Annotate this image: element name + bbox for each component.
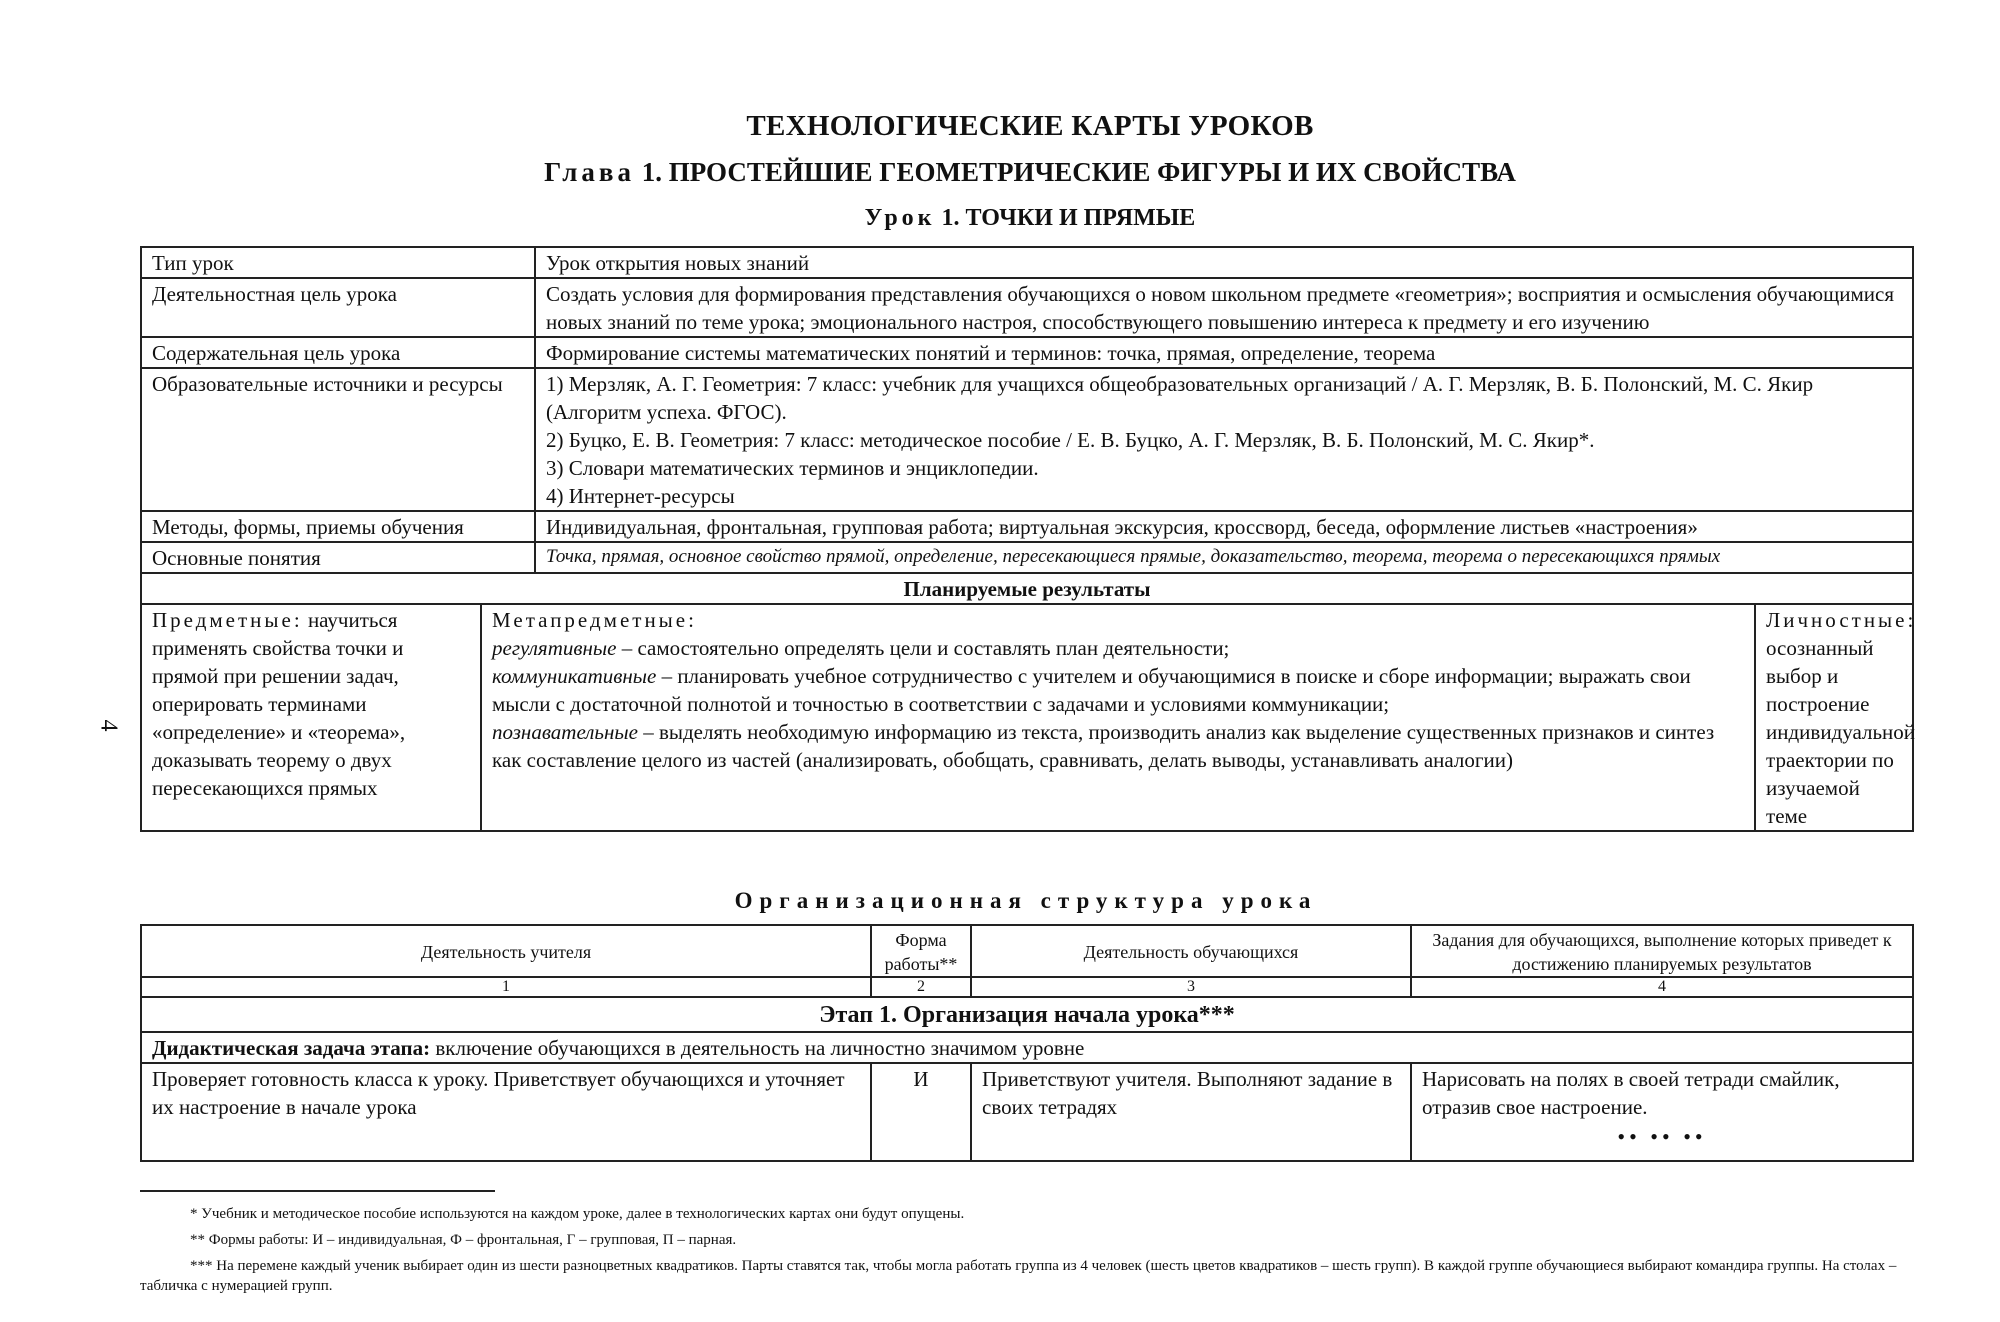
meta-reg-label: регулятивные <box>492 636 617 660</box>
concepts-value: Точка, прямая, основное свойство прямой, определение, пересекающиеся прямые, доказательство, теорема, теорема о пересекающихся прямых <box>535 542 1913 573</box>
col-number: 4 <box>1411 977 1913 997</box>
activity-goal-value: Создать условия для формирования представления обучающихся о новом школьном предмете «геометрия»; восприятия и осмысления обучающимися новых знаний по теме урока; эмоционального настроя, способствующего повышению интереса к предмету и его изучению <box>535 278 1913 337</box>
meta-reg-text: – самостоятельно определять цели и составлять план деятельности; <box>616 636 1230 660</box>
col-number: 2 <box>871 977 971 997</box>
document-title: ТЕХНОЛОГИЧЕСКИЕ КАРТЫ УРОКОВ <box>746 110 1314 142</box>
methods-value: Индивидуальная, фронтальная, групповая работа; виртуальная экскурсия, кроссворд, беседа, оформление листьев «настроения» <box>535 511 1913 542</box>
content-goal-label: Содержательная цель урока <box>141 337 535 368</box>
subject-label: Предметные: <box>152 608 303 632</box>
methods-label: Методы, формы, приемы обучения <box>141 511 535 542</box>
meta-communicative <box>492 662 1744 718</box>
activity-goal-label: Деятельностная цель урока <box>141 278 535 337</box>
student-task-text: Нарисовать на полях в своей тетради смайлик, отразив свое настроение. <box>1422 1067 1840 1119</box>
page-number: 4 <box>95 719 122 732</box>
type-label: Тип урок <box>141 247 535 278</box>
footnote: *** На перемене каждый ученик выбирает один из шести разноцветных квадратиков. Парты ставятся так, чтобы могла работать группа из 4 человек (шесть цветов квадратиков – шесть групп). В каждой группе обучающиеся выбирают командира группы. На столах – табличка с нумерацией групп. <box>140 1258 1897 1294</box>
lesson-info-table <box>140 246 1917 832</box>
stage-title: Этап 1. Организация начала урока*** <box>141 997 1913 1032</box>
table-row <box>141 368 1913 511</box>
didactic-task-label: Дидактическая задача этапа: <box>152 1036 431 1060</box>
footnote: ** Формы работы: И – индивидуальная, Ф – фронтальная, Г – групповая, П – парная. <box>190 1232 737 1248</box>
table-header-row <box>141 925 1913 977</box>
subject-text: научиться применять свойства точки и прямой при решении задач, оперировать терминами «определение» и «теорема», доказывать теорему о двух пересекающихся прямых <box>152 608 406 800</box>
meta-comm-label: коммуникативные <box>492 664 657 688</box>
table-row <box>141 604 1913 831</box>
table-row <box>141 337 1913 368</box>
meta-label: Метапредметные: <box>492 608 697 632</box>
col-number: 1 <box>141 977 871 997</box>
meta-results <box>481 604 1755 831</box>
didactic-task-text: включение обучающихся в деятельность на личностно значимом уровне <box>430 1036 1085 1060</box>
chapter-heading <box>0 157 2000 188</box>
sources-label: Образовательные источники и ресурсы <box>141 368 535 511</box>
didactic-task <box>141 1032 1913 1063</box>
results-heading: Планируемые результаты <box>141 573 1913 604</box>
column-number-row <box>141 977 1913 997</box>
table-row <box>141 1063 1913 1161</box>
subject-results <box>141 604 481 831</box>
table-row <box>141 997 1913 1032</box>
col-teacher-header: Деятельность учителя <box>141 925 871 977</box>
table-row <box>141 278 1913 337</box>
work-form: И <box>871 1063 971 1161</box>
content-goal-value: Формирование системы математических понятий и терминов: точка, прямая, определение, теорема <box>535 337 1913 368</box>
personal-results <box>1755 604 1917 831</box>
meta-comm-text: – планировать учебное сотрудничество с учителем и обучающимися в поиске и сборе информации; выражать свои мысли с достаточной полнотой и точностью в соответствии с задачами и условиями коммуникации; <box>492 664 1691 716</box>
personal-label: Личностные: <box>1766 608 1917 632</box>
col-tasks-header: Задания для обучающихся, выполнение которых приведет к достижению планируемых результатов <box>1411 925 1913 977</box>
table-row <box>141 573 1913 604</box>
meta-cog-text: – выделять необходимую информацию из текста, производить анализ как выделение существенных признаков и синтез как составление целого из частей (анализировать, обобщать, сравнивать, делать выводы, устанавливать аналогии) <box>492 720 1715 772</box>
footnote: * Учебник и методическое пособие используются на каждом уроке, далее в технологических картах они будут опущены. <box>190 1206 965 1222</box>
lesson-title: 1. ТОЧКИ И ПРЯМЫЕ <box>941 205 1196 231</box>
chapter-title: 1. ПРОСТЕЙШИЕ ГЕОМЕТРИЧЕСКИЕ ФИГУРЫ И ИХ СВОЙСТВА <box>641 157 1516 187</box>
lesson-structure-table <box>140 924 1914 1162</box>
table-row <box>141 247 1913 278</box>
meta-regulative <box>492 634 1744 662</box>
sources-list <box>535 368 1913 511</box>
type-value: Урок открытия новых знаний <box>535 247 1913 278</box>
col-form-header: Форма работы** <box>871 925 971 977</box>
teacher-activity: Проверяет готовность класса к уроку. Приветствует обучающихся и уточняет их настроение в начале урока <box>141 1063 871 1161</box>
meta-cog-label: познавательные <box>492 720 638 744</box>
source-item: 3) Словари математических терминов и энциклопедии. <box>546 456 1039 480</box>
smiley-dots: •• •• •• <box>1617 1124 1707 1149</box>
meta-cognitive <box>492 718 1744 774</box>
concepts-label: Основные понятия <box>141 542 535 573</box>
student-task <box>1411 1063 1913 1161</box>
table-row <box>141 1032 1913 1063</box>
table-row <box>141 511 1913 542</box>
lesson-heading <box>0 205 2000 232</box>
structure-heading: Организационная структура урока <box>734 888 1318 913</box>
col-students-header: Деятельность обучающихся <box>971 925 1411 977</box>
footnote-divider <box>140 1190 495 1192</box>
lesson-word: Урок <box>864 205 936 231</box>
table-row <box>141 542 1913 573</box>
source-item: 1) Мерзляк, А. Г. Геометрия: 7 класс: учебник для учащихся общеобразовательных организаций / А. Г. Мерзляк, В. Б. Полонский, М. С. Якир (Алгоритм успеха. ФГОС). <box>546 372 1814 424</box>
source-item: 2) Буцко, Е. В. Геометрия: 7 класс: методическое пособие / Е. В. Буцко, А. Г. Мерзляк, В. Б. Полонский, М. С. Якир*. <box>546 428 1595 452</box>
col-number: 3 <box>971 977 1411 997</box>
students-activity: Приветствуют учителя. Выполняют задание в своих тетрадях <box>971 1063 1411 1161</box>
personal-text: осознанный выбор и построение индивидуальной траектории по изучаемой теме <box>1766 636 1916 828</box>
chapter-word: Глава <box>544 157 635 187</box>
source-item: 4) Интернет-ресурсы <box>546 484 735 508</box>
